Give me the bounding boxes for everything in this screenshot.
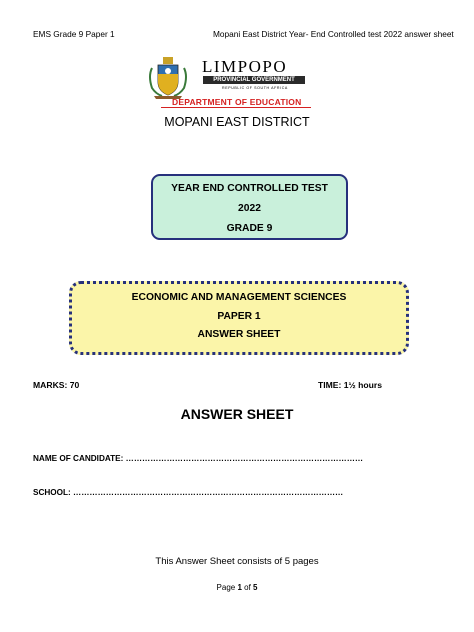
subject-name: ECONOMIC AND MANAGEMENT SCIENCES	[131, 292, 347, 303]
page-of: of	[241, 583, 254, 592]
header-right: Mopani East District Year- End Controlled test 2022 answer sheet	[213, 29, 454, 39]
page-total: 5	[253, 583, 258, 592]
test-year: 2022	[238, 203, 261, 214]
department-label: DEPARTMENT OF EDUCATION	[172, 97, 302, 107]
paper-number: PAPER 1	[217, 311, 261, 322]
limpopo-wordmark: LIMPOPO	[202, 57, 288, 76]
candidate-name-field: NAME OF CANDIDATE: ……………………………………………………………………………	[33, 454, 364, 463]
provincial-government-banner: PROVINCIAL GOVERNMENT	[203, 76, 305, 84]
subject-info-box	[69, 281, 409, 355]
page-current: 1	[237, 583, 242, 592]
pages-note: This Answer Sheet consists of 5 pages	[155, 556, 319, 567]
test-grade: GRADE 9	[226, 223, 273, 234]
document-type: ANSWER SHEET	[197, 329, 281, 340]
page-number	[0, 583, 474, 592]
school-field: SCHOOL: ………………………………………………………………………………………	[33, 488, 344, 497]
department-underline	[161, 107, 311, 108]
district-heading: MOPANI EAST DISTRICT	[164, 115, 310, 129]
page-title: ANSWER SHEET	[180, 406, 294, 422]
test-title: YEAR END CONTROLLED TEST	[171, 183, 328, 194]
test-info-box	[151, 174, 348, 240]
header-left: EMS Grade 9 Paper 1	[33, 29, 115, 39]
time-label: TIME: 1½ hours	[318, 380, 382, 390]
coat-of-arms-icon	[146, 54, 190, 100]
page-prefix: Page	[216, 583, 238, 592]
republic-label: REPUBLIC OF SOUTH AFRICA	[222, 86, 288, 90]
marks-label: MARKS: 70	[33, 380, 80, 390]
